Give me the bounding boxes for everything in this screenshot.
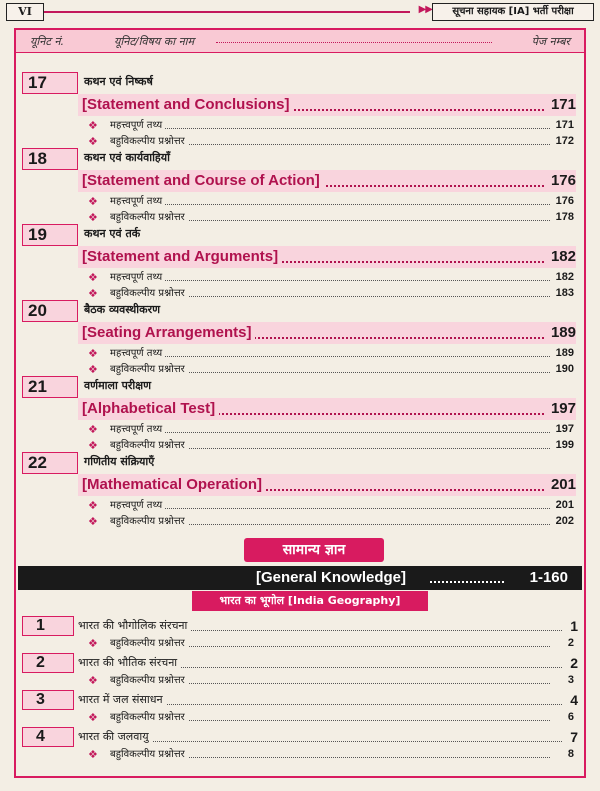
leader-dots	[112, 508, 550, 509]
sub-entry[interactable]	[88, 346, 574, 361]
leader-dots	[112, 280, 550, 281]
sub-label: महत्त्वपूर्ण तथ्य	[110, 422, 165, 437]
gk-unit-number: 1	[36, 617, 45, 634]
sub-page: 171	[555, 119, 574, 131]
sub-label: बहुविकल्पीय प्रश्नोत्तर	[110, 710, 188, 725]
sub-page: 201	[555, 499, 574, 511]
sub-label: बहुविकल्पीय प्रश्नोत्तर	[110, 362, 188, 377]
column-dots	[216, 42, 492, 43]
unit-title-english: [Alphabetical Test]	[82, 399, 219, 419]
unit-number: 20	[28, 301, 47, 320]
sub-entry[interactable]	[88, 438, 574, 453]
page-number: VI	[6, 3, 44, 21]
sub-label: बहुविकल्पीय प्रश्नोत्तर	[110, 210, 188, 225]
sub-label: बहुविकल्पीय प्रश्नोत्तर	[110, 134, 188, 149]
unit-page: 201	[548, 475, 576, 495]
sub-page: 3	[567, 674, 574, 686]
sub-label: महत्त्वपूर्ण तथ्य	[110, 270, 165, 285]
sub-entry[interactable]	[88, 362, 574, 377]
unit-number: 19	[28, 225, 47, 244]
sub-label: महत्त्वपूर्ण तथ्य	[110, 194, 165, 209]
diamond-bullet-icon: ❖	[88, 674, 98, 687]
unit-title-hindi: वर्णमाला परीक्षण	[84, 379, 152, 392]
gk-unit-title: भारत की भौतिक संरचना	[78, 655, 180, 671]
unit-english-line	[78, 170, 576, 192]
sub-label: बहुविकल्पीय प्रश्नोत्तर	[110, 286, 188, 301]
diamond-bullet-icon: ❖	[88, 211, 98, 224]
unit-number: 17	[28, 73, 47, 92]
column-header	[16, 30, 584, 53]
sub-page: 8	[567, 748, 574, 760]
leader-dots	[112, 128, 550, 129]
sub-entry[interactable]	[88, 673, 574, 688]
diamond-bullet-icon: ❖	[88, 363, 98, 376]
book-title: सूचना सहायक [IA] भर्ती परीक्षा	[432, 3, 594, 21]
leader-dots	[80, 741, 562, 742]
sub-label: महत्त्वपूर्ण तथ्य	[110, 498, 165, 513]
unit-title-english: [Seating Arrangements]	[82, 323, 255, 343]
sub-page: 183	[555, 287, 574, 299]
column-page: पेज नम्बर	[531, 35, 570, 48]
arrows-icon: ▶▶	[418, 4, 432, 15]
contents-frame	[14, 28, 586, 778]
sub-entry[interactable]	[88, 194, 574, 209]
gk-unit-number: 3	[36, 691, 45, 708]
sub-entry[interactable]	[88, 134, 574, 149]
unit-english-line	[78, 398, 576, 420]
unit-title-english: [Mathematical Operation]	[82, 475, 266, 495]
leader-dots	[430, 581, 504, 583]
sub-page: 176	[555, 195, 574, 207]
sub-page: 197	[555, 423, 574, 435]
sub-page: 199	[555, 439, 574, 451]
geography-banner: भारत का भूगोल [India Geography]	[192, 591, 428, 611]
sub-label: महत्त्वपूर्ण तथ्य	[110, 346, 165, 361]
unit-number: 21	[28, 377, 47, 396]
gk-unit-number: 4	[36, 728, 45, 745]
diamond-bullet-icon: ❖	[88, 637, 98, 650]
diamond-bullet-icon: ❖	[88, 439, 98, 452]
sub-label: महत्त्वपूर्ण तथ्य	[110, 118, 165, 133]
gk-unit-title: भारत की भौगोलिक संरचना	[78, 618, 190, 634]
column-unit-name: यूनिट/विषय का नाम	[114, 35, 195, 48]
unit-title-english: [Statement and Course of Action]	[82, 171, 324, 191]
sub-entry[interactable]	[88, 747, 574, 762]
unit-english-line	[78, 322, 576, 344]
sub-page: 172	[555, 135, 574, 147]
sub-page: 6	[567, 711, 574, 723]
diamond-bullet-icon: ❖	[88, 287, 98, 300]
gk-pages: 1-160	[529, 569, 568, 586]
sub-entry[interactable]	[88, 422, 574, 437]
sub-entry[interactable]	[88, 498, 574, 513]
sub-label: बहुविकल्पीय प्रश्नोत्तर	[110, 636, 188, 651]
sub-label: बहुविकल्पीय प्रश्नोत्तर	[110, 438, 188, 453]
diamond-bullet-icon: ❖	[88, 748, 98, 761]
sub-page: 182	[555, 271, 574, 283]
sub-entry[interactable]	[88, 636, 574, 651]
diamond-bullet-icon: ❖	[88, 423, 98, 436]
sub-entry[interactable]	[88, 286, 574, 301]
sub-entry[interactable]	[88, 210, 574, 225]
diamond-bullet-icon: ❖	[88, 499, 98, 512]
gk-unit-title: भारत की जलवायु	[78, 729, 152, 745]
gk-unit-page: 1	[567, 616, 578, 636]
gk-unit-page: 7	[567, 727, 578, 747]
unit-title-hindi: कथन एवं निष्कर्ष	[84, 75, 153, 88]
sub-entry[interactable]	[88, 710, 574, 725]
unit-page: 171	[548, 95, 576, 115]
sub-page: 202	[555, 515, 574, 527]
sub-label: बहुविकल्पीय प्रश्नोत्तर	[110, 747, 188, 762]
unit-english-line	[78, 246, 576, 268]
gk-section-bar[interactable]	[18, 566, 582, 590]
unit-page: 189	[548, 323, 576, 343]
sub-entry[interactable]	[88, 270, 574, 285]
sub-entry[interactable]	[88, 118, 574, 133]
unit-title-hindi: कथन एवं तर्क	[84, 227, 141, 240]
top-rule	[44, 11, 410, 13]
sub-page: 190	[555, 363, 574, 375]
unit-title-english: [Statement and Conclusions]	[82, 95, 294, 115]
gk-unit-page: 4	[567, 690, 578, 710]
leader-dots	[112, 432, 550, 433]
diamond-bullet-icon: ❖	[88, 347, 98, 360]
diamond-bullet-icon: ❖	[88, 271, 98, 284]
gk-unit-page: 2	[567, 653, 578, 673]
gk-title: [General Knowledge]	[256, 569, 407, 586]
unit-number: 22	[28, 453, 47, 472]
unit-page: 182	[548, 247, 576, 267]
sub-label: बहुविकल्पीय प्रश्नोत्तर	[110, 514, 188, 529]
unit-english-line	[78, 474, 576, 496]
sub-entry[interactable]	[88, 514, 574, 529]
diamond-bullet-icon: ❖	[88, 119, 98, 132]
sub-page: 178	[555, 211, 574, 223]
diamond-bullet-icon: ❖	[88, 711, 98, 724]
gk-number-box	[22, 727, 74, 747]
gk-badge: सामान्य ज्ञान	[244, 538, 384, 562]
diamond-bullet-icon: ❖	[88, 515, 98, 528]
gk-number-box	[22, 616, 74, 636]
gk-number-box	[22, 653, 74, 673]
leader-dots	[112, 356, 550, 357]
sub-page: 2	[567, 637, 574, 649]
unit-page: 176	[548, 171, 576, 191]
sub-label: बहुविकल्पीय प्रश्नोत्तर	[110, 673, 188, 688]
gk-unit-number: 2	[36, 654, 45, 671]
unit-title-english: [Statement and Arguments]	[82, 247, 282, 267]
sub-page: 189	[555, 347, 574, 359]
top-bar	[0, 0, 600, 24]
leader-dots	[112, 204, 550, 205]
unit-page: 197	[548, 399, 576, 419]
unit-title-hindi: बैठक व्यवस्थीकरण	[84, 303, 161, 316]
column-unit-no: यूनिट नं.	[30, 35, 64, 48]
unit-number: 18	[28, 149, 47, 168]
unit-title-hindi: कथन एवं कार्यवाहियाँ	[84, 151, 171, 164]
gk-number-box	[22, 690, 74, 710]
unit-title-hindi: गणितीय संक्रियाएँ	[84, 455, 155, 468]
diamond-bullet-icon: ❖	[88, 135, 98, 148]
unit-english-line	[78, 94, 576, 116]
gk-unit-title: भारत में जल संसाधन	[78, 692, 166, 708]
diamond-bullet-icon: ❖	[88, 195, 98, 208]
